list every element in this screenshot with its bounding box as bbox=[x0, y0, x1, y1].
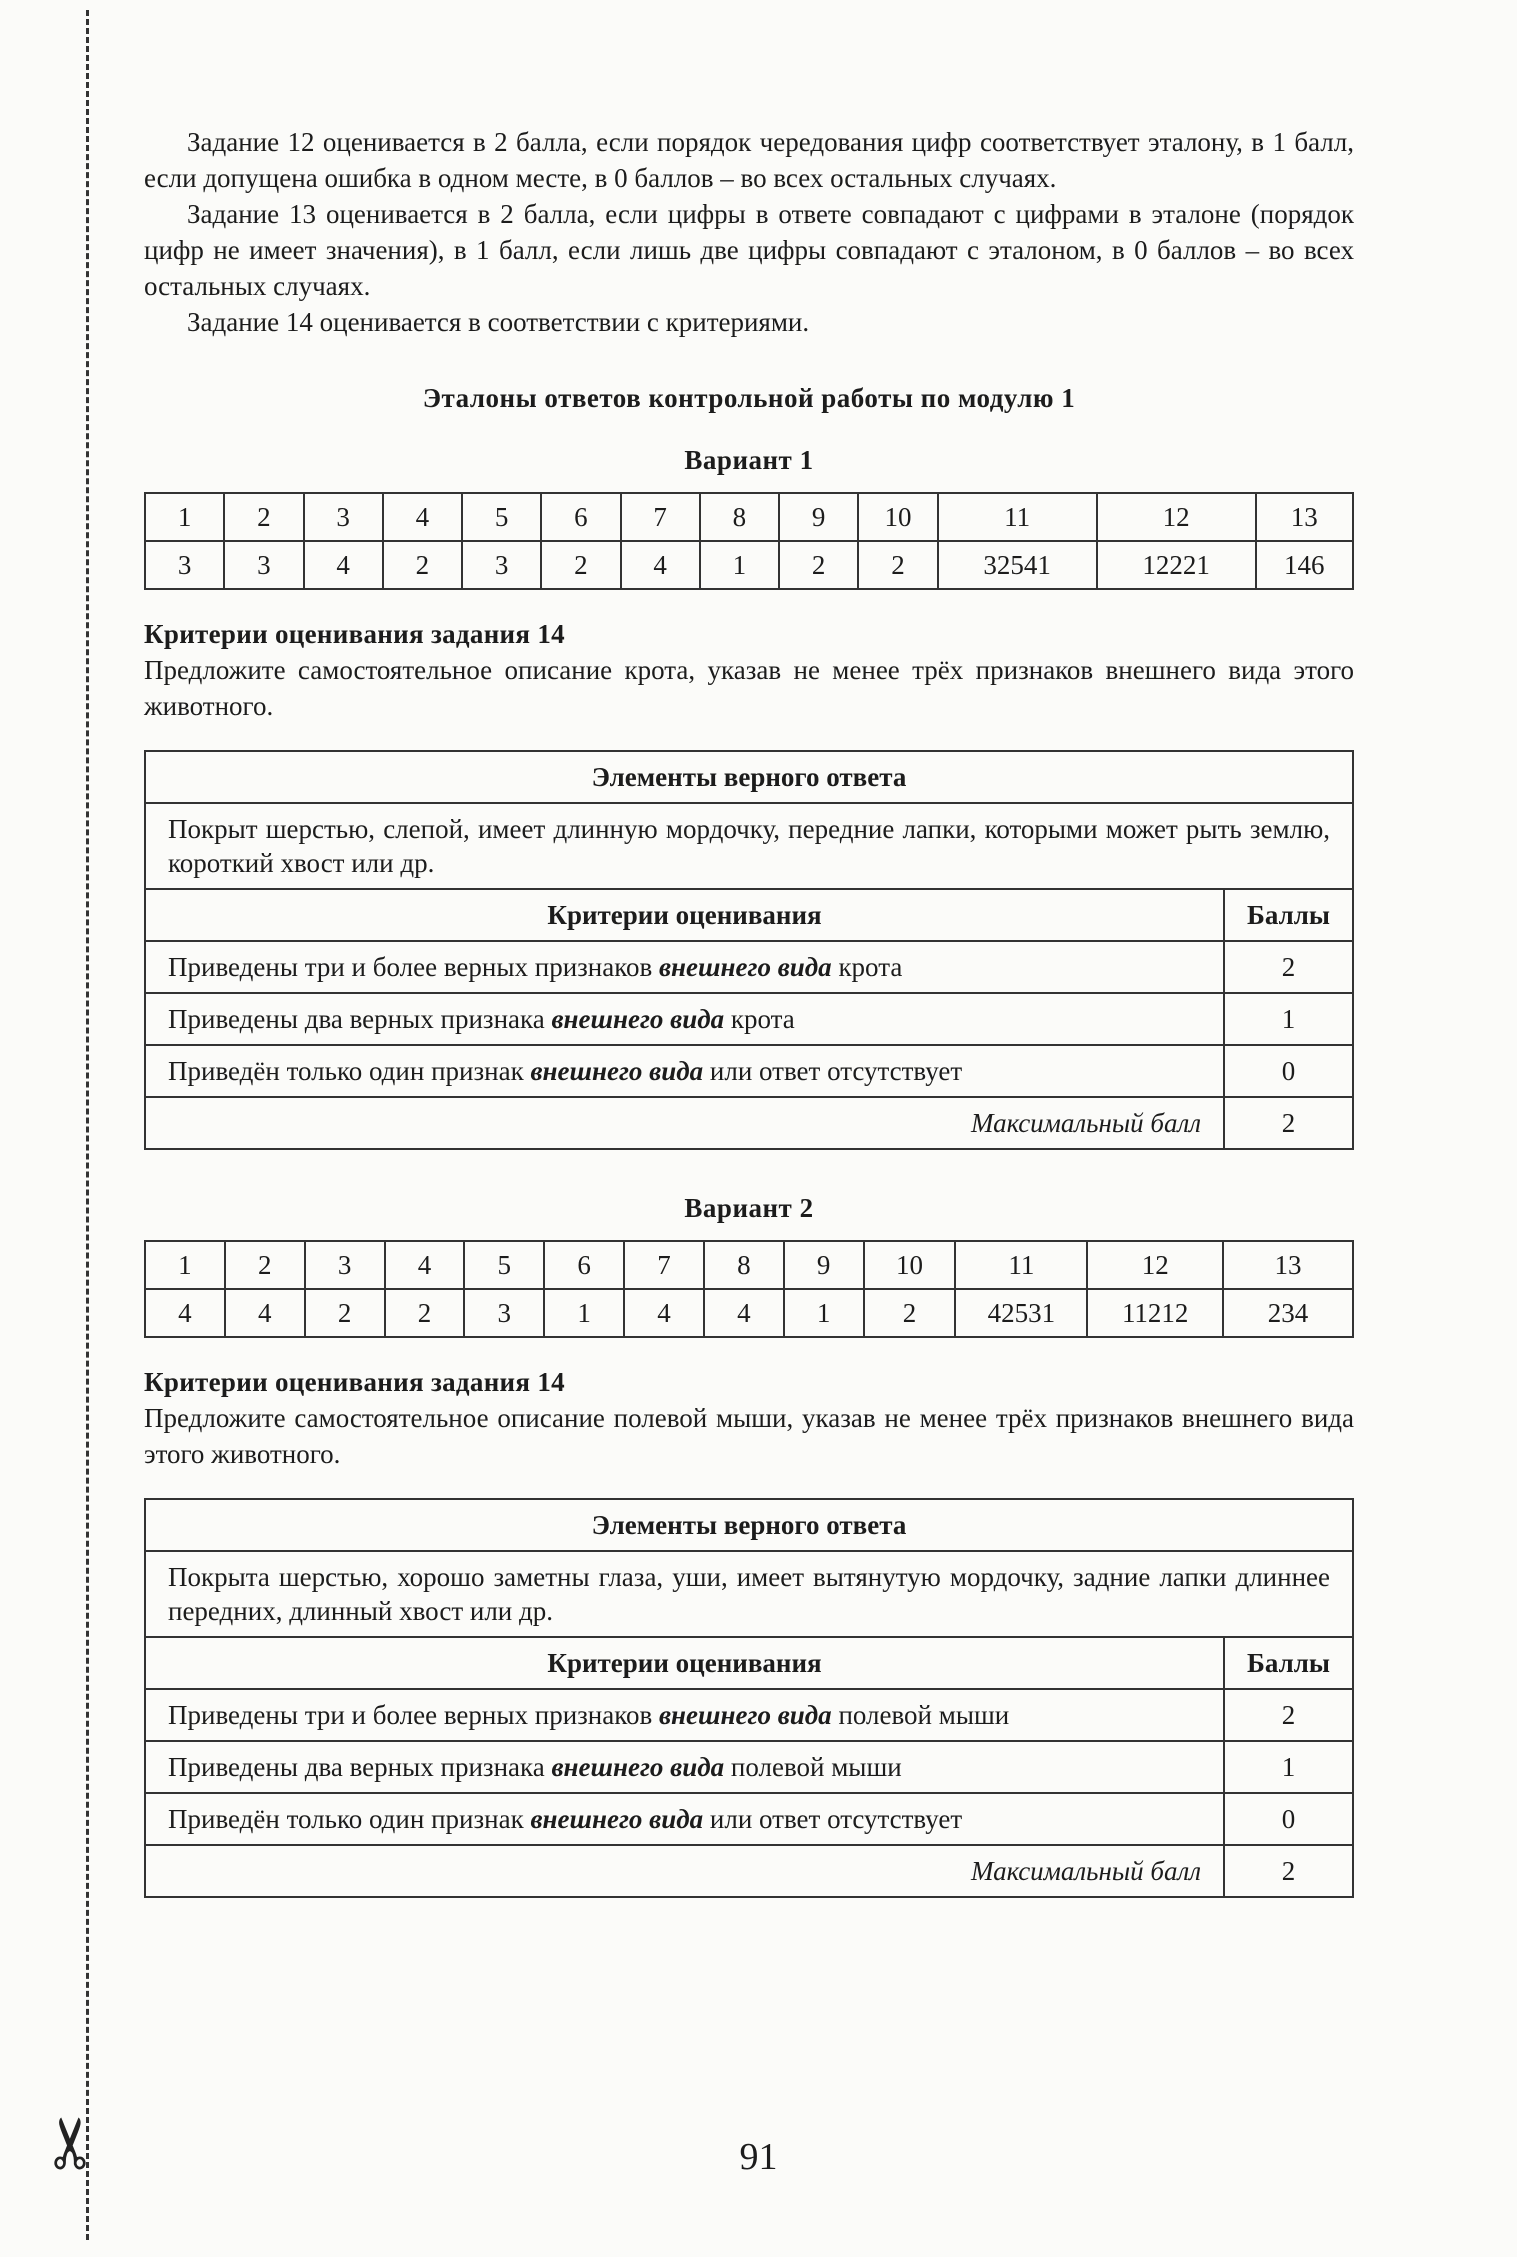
task-number: 8 bbox=[700, 493, 779, 541]
task-number: 12 bbox=[1087, 1241, 1223, 1289]
max-score-value: 2 bbox=[1224, 1097, 1353, 1149]
answer-cell: 2 bbox=[541, 541, 620, 589]
table-row bbox=[145, 1551, 1353, 1637]
answer-cell: 2 bbox=[385, 1289, 465, 1337]
answer-cell: 32541 bbox=[938, 541, 1097, 589]
answer-cell: 146 bbox=[1256, 541, 1353, 589]
task-number: 10 bbox=[864, 1241, 956, 1289]
answer-cell: 3 bbox=[224, 541, 303, 589]
table-row bbox=[145, 1689, 1353, 1741]
task-number: 3 bbox=[304, 493, 383, 541]
criterion-text: Приведены три и более верных признаков внешнего вида крота bbox=[145, 941, 1224, 993]
answer-cell: 4 bbox=[145, 1289, 225, 1337]
task-number: 9 bbox=[784, 1241, 864, 1289]
variant-2-title: Вариант 2 bbox=[684, 1193, 814, 1223]
criterion-points: 2 bbox=[1224, 941, 1353, 993]
table-row bbox=[145, 1045, 1353, 1097]
table-row bbox=[145, 993, 1353, 1045]
table-row bbox=[145, 751, 1353, 803]
points-header: Баллы bbox=[1224, 889, 1353, 941]
criterion-text: Приведены два верных признака внешнего вида крота bbox=[145, 993, 1224, 1045]
task-number: 1 bbox=[145, 1241, 225, 1289]
intro-paragraph-1: Задание 12 оценивается в 2 балла, если порядок чередования цифр соответствует эталону, в 1 балл, если допущена ошибка в одном месте, в 0 баллов – во всех остальных случаях. bbox=[144, 127, 1354, 193]
task-number: 1 bbox=[145, 493, 224, 541]
table-row bbox=[145, 1845, 1353, 1897]
max-score-value: 2 bbox=[1224, 1845, 1353, 1897]
task-number: 11 bbox=[938, 493, 1097, 541]
task-number: 12 bbox=[1097, 493, 1256, 541]
task-number: 2 bbox=[224, 493, 303, 541]
variant-2-criteria-table bbox=[144, 1498, 1354, 1898]
answer-cell: 4 bbox=[624, 1289, 704, 1337]
variant-2-task-text: Предложите самостоятельное описание полевой мыши, указав не менее трёх признаков внешнего вида этого животного. bbox=[144, 1403, 1354, 1469]
table-row bbox=[145, 1793, 1353, 1845]
task-number: 7 bbox=[624, 1241, 704, 1289]
answer-cell: 1 bbox=[544, 1289, 624, 1337]
max-score-label: Максимальный балл bbox=[145, 1097, 1224, 1149]
table-row bbox=[145, 1097, 1353, 1149]
answer-cell: 2 bbox=[864, 1289, 956, 1337]
elements-text: Покрыт шерстью, слепой, имеет длинную мордочку, передние лапки, которыми может рыть землю, короткий хвост или др. bbox=[145, 803, 1353, 889]
table-row bbox=[145, 1241, 1353, 1289]
task-number: 4 bbox=[383, 493, 462, 541]
task-number: 5 bbox=[462, 493, 541, 541]
task-number: 11 bbox=[955, 1241, 1087, 1289]
answer-cell: 2 bbox=[858, 541, 937, 589]
answer-cell: 12221 bbox=[1097, 541, 1256, 589]
variant-1-task-text: Предложите самостоятельное описание крота, указав не менее трёх признаков внешнего вида этого животного. bbox=[144, 655, 1354, 721]
task-number: 13 bbox=[1223, 1241, 1353, 1289]
cut-line bbox=[86, 10, 89, 2240]
task-number: 10 bbox=[858, 493, 937, 541]
table-row bbox=[145, 941, 1353, 993]
table-row bbox=[145, 541, 1353, 589]
page-content bbox=[144, 124, 1354, 1898]
answer-cell: 1 bbox=[784, 1289, 864, 1337]
criterion-text: Приведён только один признак внешнего вида или ответ отсутствует bbox=[145, 1793, 1224, 1845]
intro-paragraph-3: Задание 14 оценивается в соответствии с критериями. bbox=[187, 307, 810, 337]
points-header: Баллы bbox=[1224, 1637, 1353, 1689]
elements-header: Элементы верного ответа bbox=[145, 751, 1353, 803]
answer-cell: 4 bbox=[704, 1289, 784, 1337]
criterion-text: Приведены три и более верных признаков внешнего вида полевой мыши bbox=[145, 1689, 1224, 1741]
variant-1-title: Вариант 1 bbox=[684, 445, 814, 475]
answer-cell: 3 bbox=[462, 541, 541, 589]
answer-cell: 42531 bbox=[955, 1289, 1087, 1337]
task-number: 8 bbox=[704, 1241, 784, 1289]
page-number: 91 bbox=[739, 2136, 778, 2178]
criteria-header: Критерии оценивания bbox=[145, 889, 1224, 941]
max-score-label: Максимальный балл bbox=[145, 1845, 1224, 1897]
answer-cell: 2 bbox=[383, 541, 462, 589]
intro-paragraph-2: Задание 13 оценивается в 2 балла, если цифры в ответе совпадают с цифрами в эталоне (порядок цифр не имеет значения), в 1 балл, если лишь две цифры совпадают с эталоном, в 0 баллов – во всех остальных случаях. bbox=[144, 199, 1354, 301]
table-row bbox=[145, 1741, 1353, 1793]
task-number: 9 bbox=[779, 493, 858, 541]
table-row bbox=[145, 1289, 1353, 1337]
criterion-points: 0 bbox=[1224, 1045, 1353, 1097]
criterion-points: 1 bbox=[1224, 993, 1353, 1045]
answer-cell: 3 bbox=[145, 541, 224, 589]
answer-cell: 4 bbox=[304, 541, 383, 589]
variant-2-criteria-title: Критерии оценивания задания 14 bbox=[144, 1367, 565, 1397]
table-row bbox=[145, 803, 1353, 889]
table-row bbox=[145, 493, 1353, 541]
answer-cell: 4 bbox=[621, 541, 700, 589]
answer-cell: 2 bbox=[305, 1289, 385, 1337]
task-number: 4 bbox=[385, 1241, 465, 1289]
task-number: 2 bbox=[225, 1241, 305, 1289]
answer-cell: 4 bbox=[225, 1289, 305, 1337]
task-number: 3 bbox=[305, 1241, 385, 1289]
criterion-points: 2 bbox=[1224, 1689, 1353, 1741]
table-row bbox=[145, 1499, 1353, 1551]
main-title: Эталоны ответов контрольной работы по модулю 1 bbox=[422, 383, 1076, 413]
variant-1-criteria-table bbox=[144, 750, 1354, 1150]
table-row bbox=[145, 1637, 1353, 1689]
task-number: 7 bbox=[621, 493, 700, 541]
answer-cell: 234 bbox=[1223, 1289, 1353, 1337]
task-number: 5 bbox=[464, 1241, 544, 1289]
scissors-icon: ✂ bbox=[30, 2113, 113, 2173]
variant-1-answer-table bbox=[144, 492, 1354, 590]
criterion-text: Приведены два верных признака внешнего вида полевой мыши bbox=[145, 1741, 1224, 1793]
criterion-points: 0 bbox=[1224, 1793, 1353, 1845]
criterion-text: Приведён только один признак внешнего вида или ответ отсутствует bbox=[145, 1045, 1224, 1097]
elements-text: Покрыта шерстью, хорошо заметны глаза, уши, имеет вытянутую мордочку, задние лапки длиннее передних, длинный хвост или др. bbox=[145, 1551, 1353, 1637]
table-row bbox=[145, 889, 1353, 941]
variant-2-answer-table bbox=[144, 1240, 1354, 1338]
variant-1-criteria-title: Критерии оценивания задания 14 bbox=[144, 619, 565, 649]
criterion-points: 1 bbox=[1224, 1741, 1353, 1793]
answer-cell: 1 bbox=[700, 541, 779, 589]
criteria-header: Критерии оценивания bbox=[145, 1637, 1224, 1689]
answer-cell: 3 bbox=[464, 1289, 544, 1337]
task-number: 6 bbox=[541, 493, 620, 541]
answer-cell: 11212 bbox=[1087, 1289, 1223, 1337]
task-number: 6 bbox=[544, 1241, 624, 1289]
answer-cell: 2 bbox=[779, 541, 858, 589]
elements-header: Элементы верного ответа bbox=[145, 1499, 1353, 1551]
task-number: 13 bbox=[1256, 493, 1353, 541]
